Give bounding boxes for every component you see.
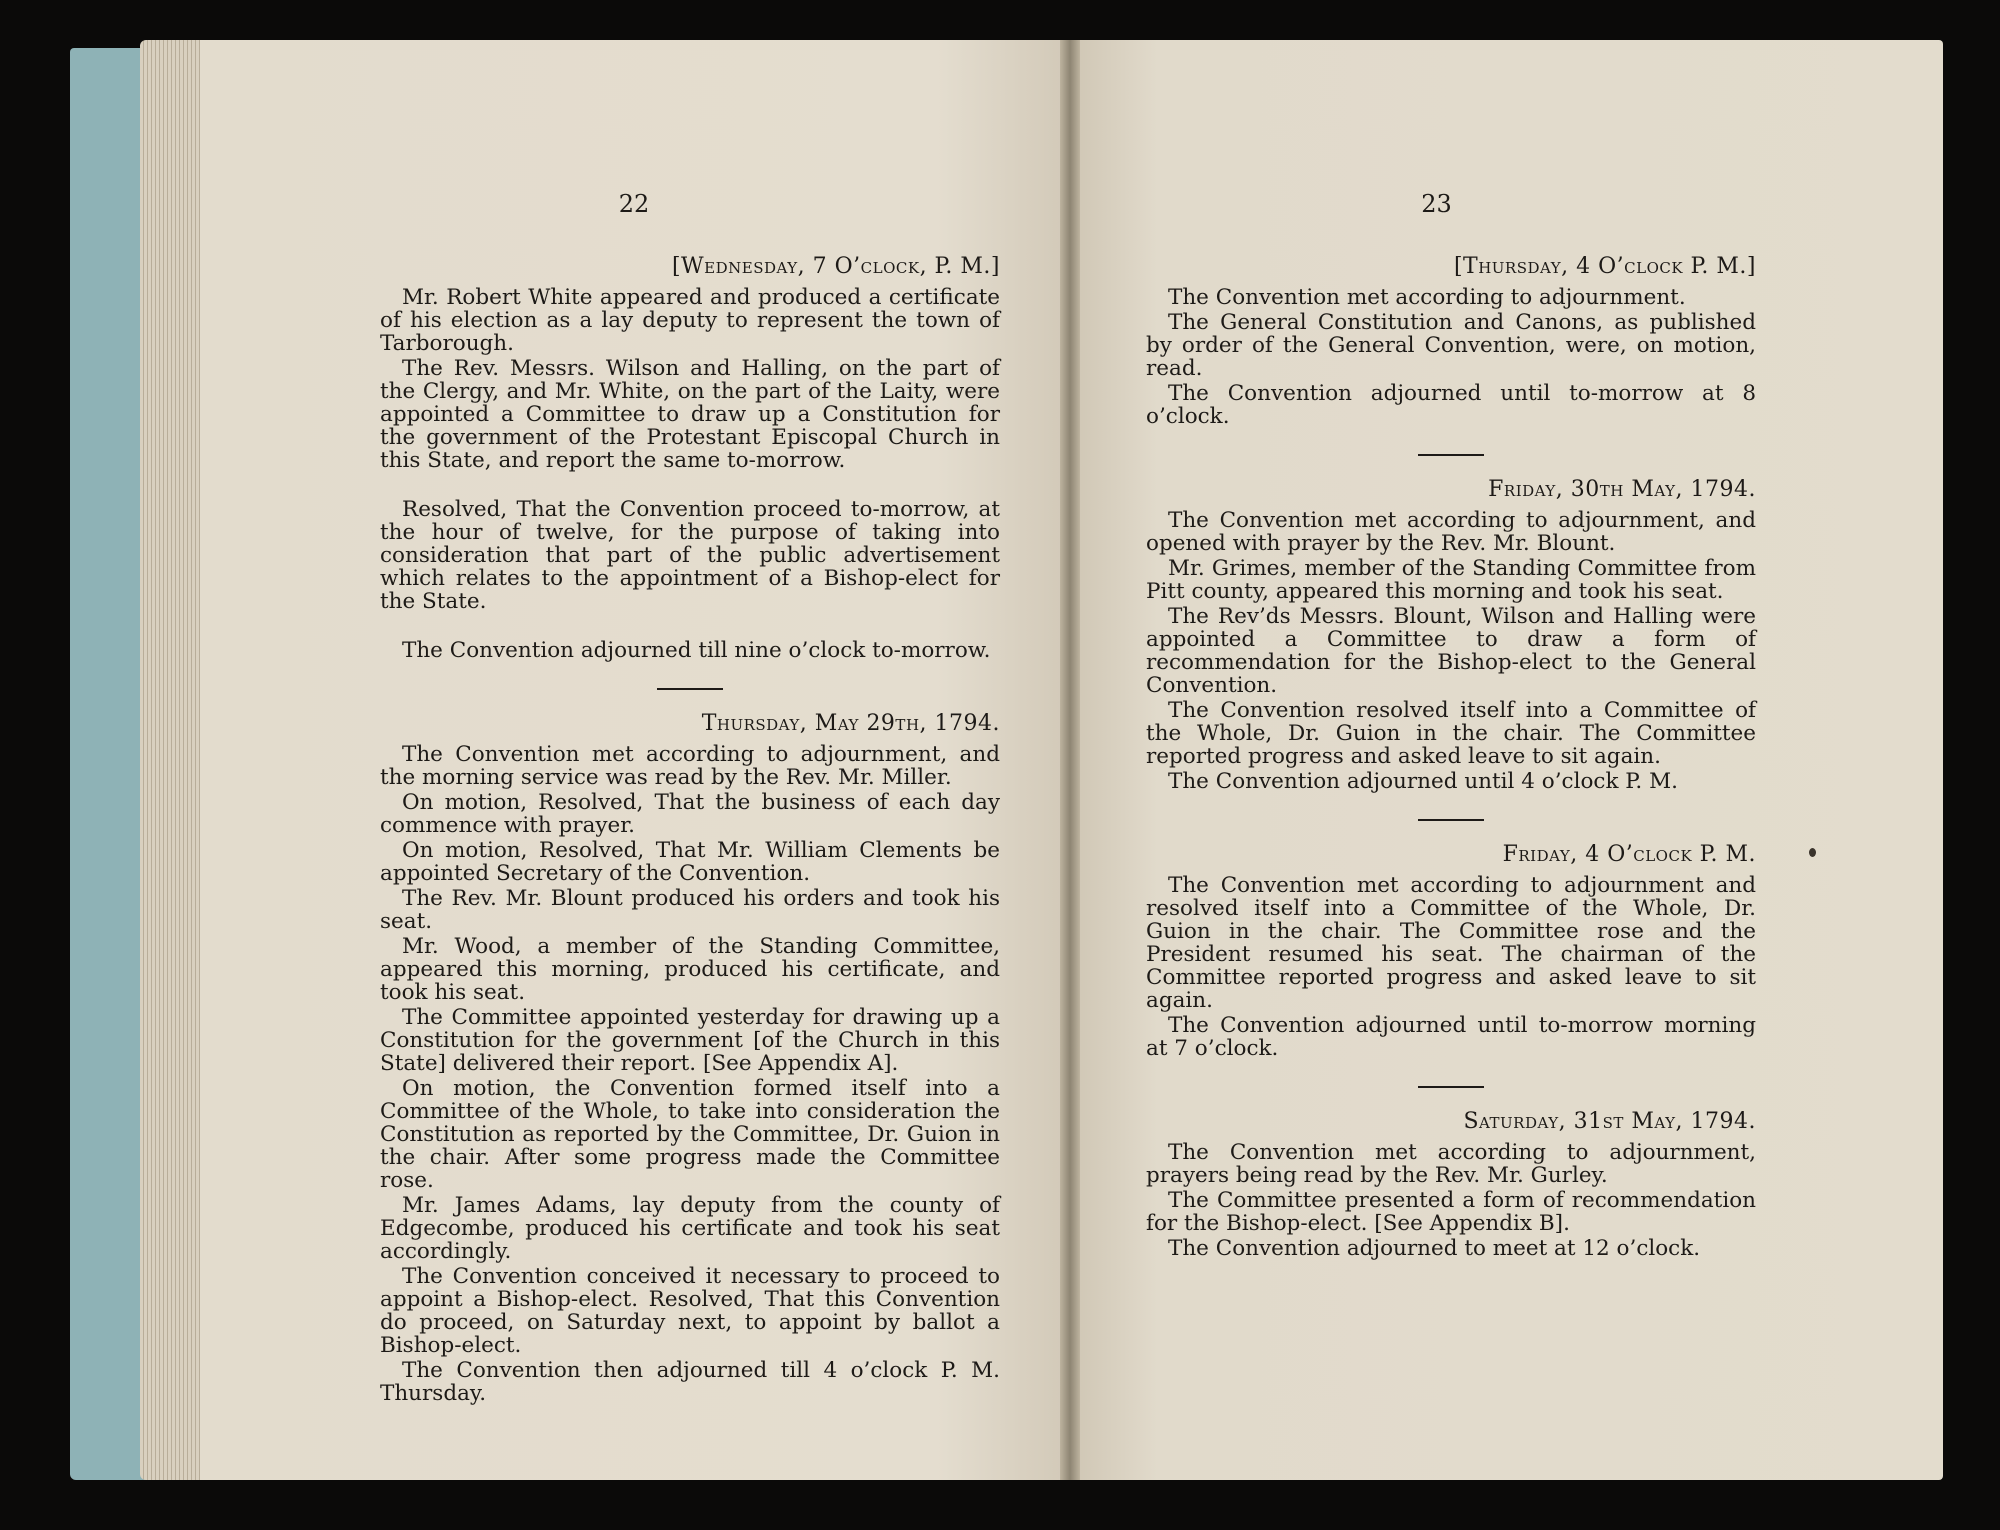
section-heading: [Thursday, 4 O’clock P. M.]: [1453, 254, 1756, 279]
right-column: [1146, 255, 1756, 1262]
spacer: [380, 474, 1000, 498]
paragraph: The Rev. Mr. Blount produced his orders and took his seat.: [380, 886, 1000, 934]
section-divider: [1418, 1086, 1484, 1088]
paragraph: On motion, the Convention formed itself into a Committee of the Whole, to take into consideration the Constitution as reported by the Committee, Dr. Guion in the chair. After some progress made the Committee rose.: [380, 1076, 1000, 1193]
paragraph: On motion, Resolved, That Mr. William Clements be appointed Secretary of the Convention.: [380, 838, 1000, 886]
paragraph: The Convention adjourned till nine o’clock to-morrow.: [402, 638, 991, 663]
paragraph: The Convention conceived it necessary to proceed to appoint a Bishop-elect. Resolved, That this Convention do proceed, on Saturday next, to appoint by ballot a Bishop-elect.: [380, 1264, 1000, 1358]
section-heading: [Wednesday, 7 O’clock, P. M.]: [671, 254, 1000, 279]
paragraph: The Committee presented a form of recommendation for the Bishop-elect. [See Appendix B].: [1146, 1188, 1756, 1236]
book-gutter: [1060, 40, 1080, 1480]
left-column: [380, 255, 1000, 1407]
paragraph: Mr. Grimes, member of the Standing Committee from Pitt county, appeared this morning and took his seat.: [1146, 556, 1756, 604]
paragraph: The Rev. Messrs. Wilson and Halling, on the part of the Clergy, and Mr. White, on the part of the Laity, were appointed a Committee to draw up a Constitution for the government of the Protestant Episcopal Church in this State, and report the same to-morrow.: [380, 356, 1000, 473]
section-heading: Friday, 4 O’clock P. M.: [1502, 842, 1756, 867]
left-page: [200, 40, 1068, 1480]
page-number: 22: [618, 190, 650, 218]
ink-speck: [1809, 848, 1816, 857]
paragraph: Resolved, That the Convention proceed to-morrow, at the hour of twelve, for the purpose of taking into consideration that part of the public advertisement which relates to the appointment of a Bishop-elect for the State.: [380, 497, 1000, 614]
paragraph: The Convention adjourned until to-morrow morning at 7 o’clock.: [1146, 1013, 1756, 1061]
section-divider: [1418, 454, 1484, 456]
paragraph: The Committee appointed yesterday for drawing up a Constitution for the government [of the Church in this State] delivered their report. [See Appendix A].: [380, 1005, 1000, 1076]
paragraph: Mr. James Adams, lay deputy from the county of Edgecombe, produced his certificate and took his seat accordingly.: [380, 1193, 1000, 1264]
section-heading: Saturday, 31st May, 1794.: [1463, 1109, 1756, 1134]
paragraph: The Convention adjourned until to-morrow at 8 o’clock.: [1146, 381, 1756, 429]
paragraph: Mr. Wood, a member of the Standing Committee, appeared this morning, produced his certificate, and took his seat.: [380, 934, 1000, 1005]
paragraph: The Convention met according to adjournment, and the morning service was read by the Rev. Mr. Miller.: [380, 742, 1000, 790]
paragraph: The Convention resolved itself into a Committee of the Whole, Dr. Guion in the chair. The Committee reported progress and asked leave to sit again.: [1146, 698, 1756, 769]
paragraph: The Convention met according to adjournment, prayers being read by the Rev. Mr. Gurley.: [1146, 1140, 1756, 1188]
right-page: [1070, 40, 1943, 1480]
paragraph: The General Constitution and Canons, as published by order of the General Convention, were, on motion, read.: [1146, 310, 1756, 381]
spacer: [380, 615, 1000, 639]
paragraph: The Convention adjourned until 4 o’clock P. M.: [1168, 769, 1678, 794]
paragraph: The Convention met according to adjournment and resolved itself into a Committee of the Whole, Dr. Guion in the chair. The Committee rose and the President resumed his seat. The chairman of the Committee reported progress and asked leave to sit again.: [1146, 873, 1756, 1013]
section-divider: [1418, 819, 1484, 821]
paragraph: Mr. Robert White appeared and produced a certificate of his election as a lay deputy to represent the town of Tarborough.: [380, 285, 1000, 356]
section-heading: Thursday, May 29th, 1794.: [701, 711, 1000, 736]
paragraph: The Convention adjourned to meet at 12 o’clock.: [1168, 1236, 1701, 1261]
section-heading: Friday, 30th May, 1794.: [1488, 477, 1756, 502]
paragraph: The Convention met according to adjournment, and opened with prayer by the Rev. Mr. Blount.: [1146, 508, 1756, 556]
section-divider: [657, 688, 723, 690]
paragraph: The Rev’ds Messrs. Blount, Wilson and Halling were appointed a Committee to draw a form of recommendation for the Bishop-elect to the General Convention.: [1146, 604, 1756, 698]
page-number: 23: [1421, 190, 1452, 218]
paragraph: On motion, Resolved, That the business of each day commence with prayer.: [380, 790, 1000, 838]
paragraph: The Convention then adjourned till 4 o’clock P. M. Thursday.: [380, 1358, 1000, 1406]
paragraph: The Convention met according to adjournment.: [1168, 285, 1686, 310]
